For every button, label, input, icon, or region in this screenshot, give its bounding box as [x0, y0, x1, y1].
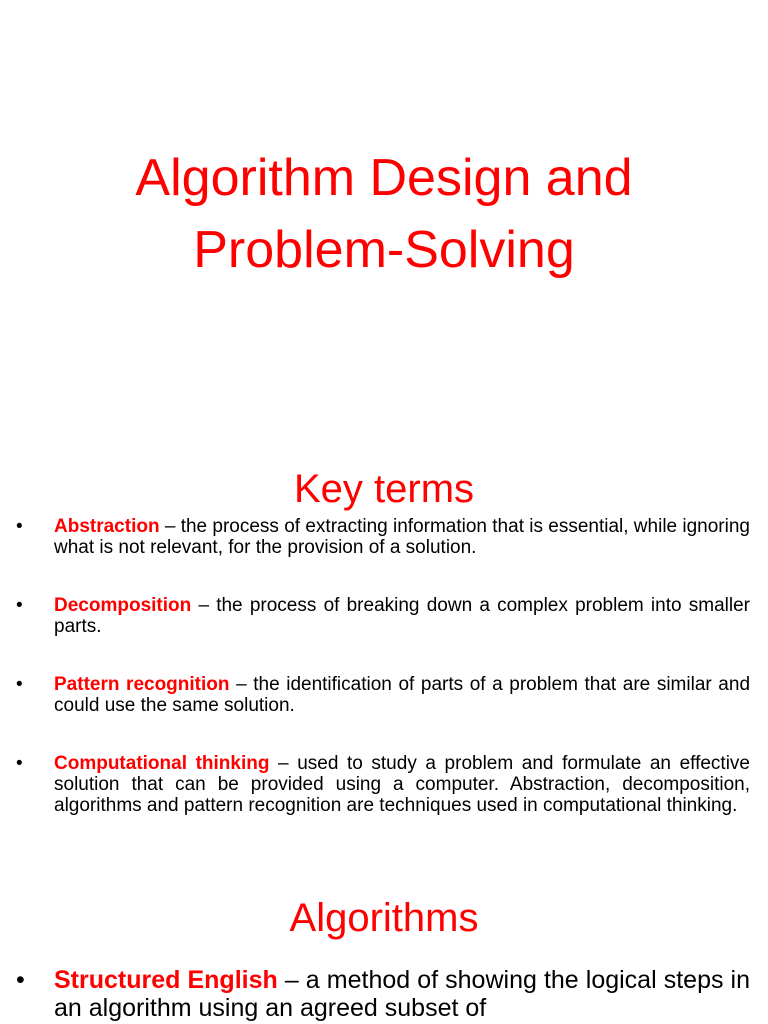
algorithms-heading: Algorithms — [289, 896, 479, 940]
page-title — [0, 142, 768, 286]
bullet-icon: • — [16, 753, 23, 774]
definition-decomposition: – the process of breaking down a complex problem into smaller parts. — [54, 595, 750, 637]
term-decomposition: Decomposition — [54, 595, 192, 616]
list-item-structured-english — [0, 966, 768, 1022]
definition-structured-english: – a method of showing the logical steps in an algorithm using an agreed subset of — [54, 966, 750, 1022]
term-abstraction: Abstraction — [54, 516, 160, 537]
definition-computational-thinking: – used to study a problem and formulate an effective solution that can be provided using a computer. Abstraction, decomposition, algorithms and pattern recognition are techniques used in computational thinking. — [54, 753, 750, 816]
page-title-line-1: Algorithm Design and — [135, 149, 633, 207]
list-item-pattern-recognition — [0, 674, 768, 716]
list-item-computational-thinking — [0, 753, 768, 816]
term-pattern-recognition: Pattern recognition — [54, 674, 230, 695]
key-terms-list — [0, 516, 768, 853]
term-structured-english: Structured English — [54, 966, 278, 994]
bullet-icon: • — [16, 516, 23, 537]
page-title-line-2: Problem-Solving — [193, 221, 575, 279]
list-item-decomposition — [0, 595, 768, 637]
bullet-icon: • — [16, 595, 23, 616]
key-terms-heading: Key terms — [293, 467, 475, 511]
term-computational-thinking: Computational thinking — [54, 753, 270, 774]
bullet-icon: • — [16, 966, 25, 994]
definition-abstraction: – the process of extracting information that is essential, while ignoring what is not relevant, for the provision of a solution. — [54, 516, 750, 558]
bullet-icon: • — [16, 674, 23, 695]
definition-pattern-recognition: – the identification of parts of a problem that are similar and could use the same solution. — [54, 674, 751, 716]
list-item-abstraction — [0, 516, 768, 558]
algorithms-list — [0, 966, 768, 1022]
